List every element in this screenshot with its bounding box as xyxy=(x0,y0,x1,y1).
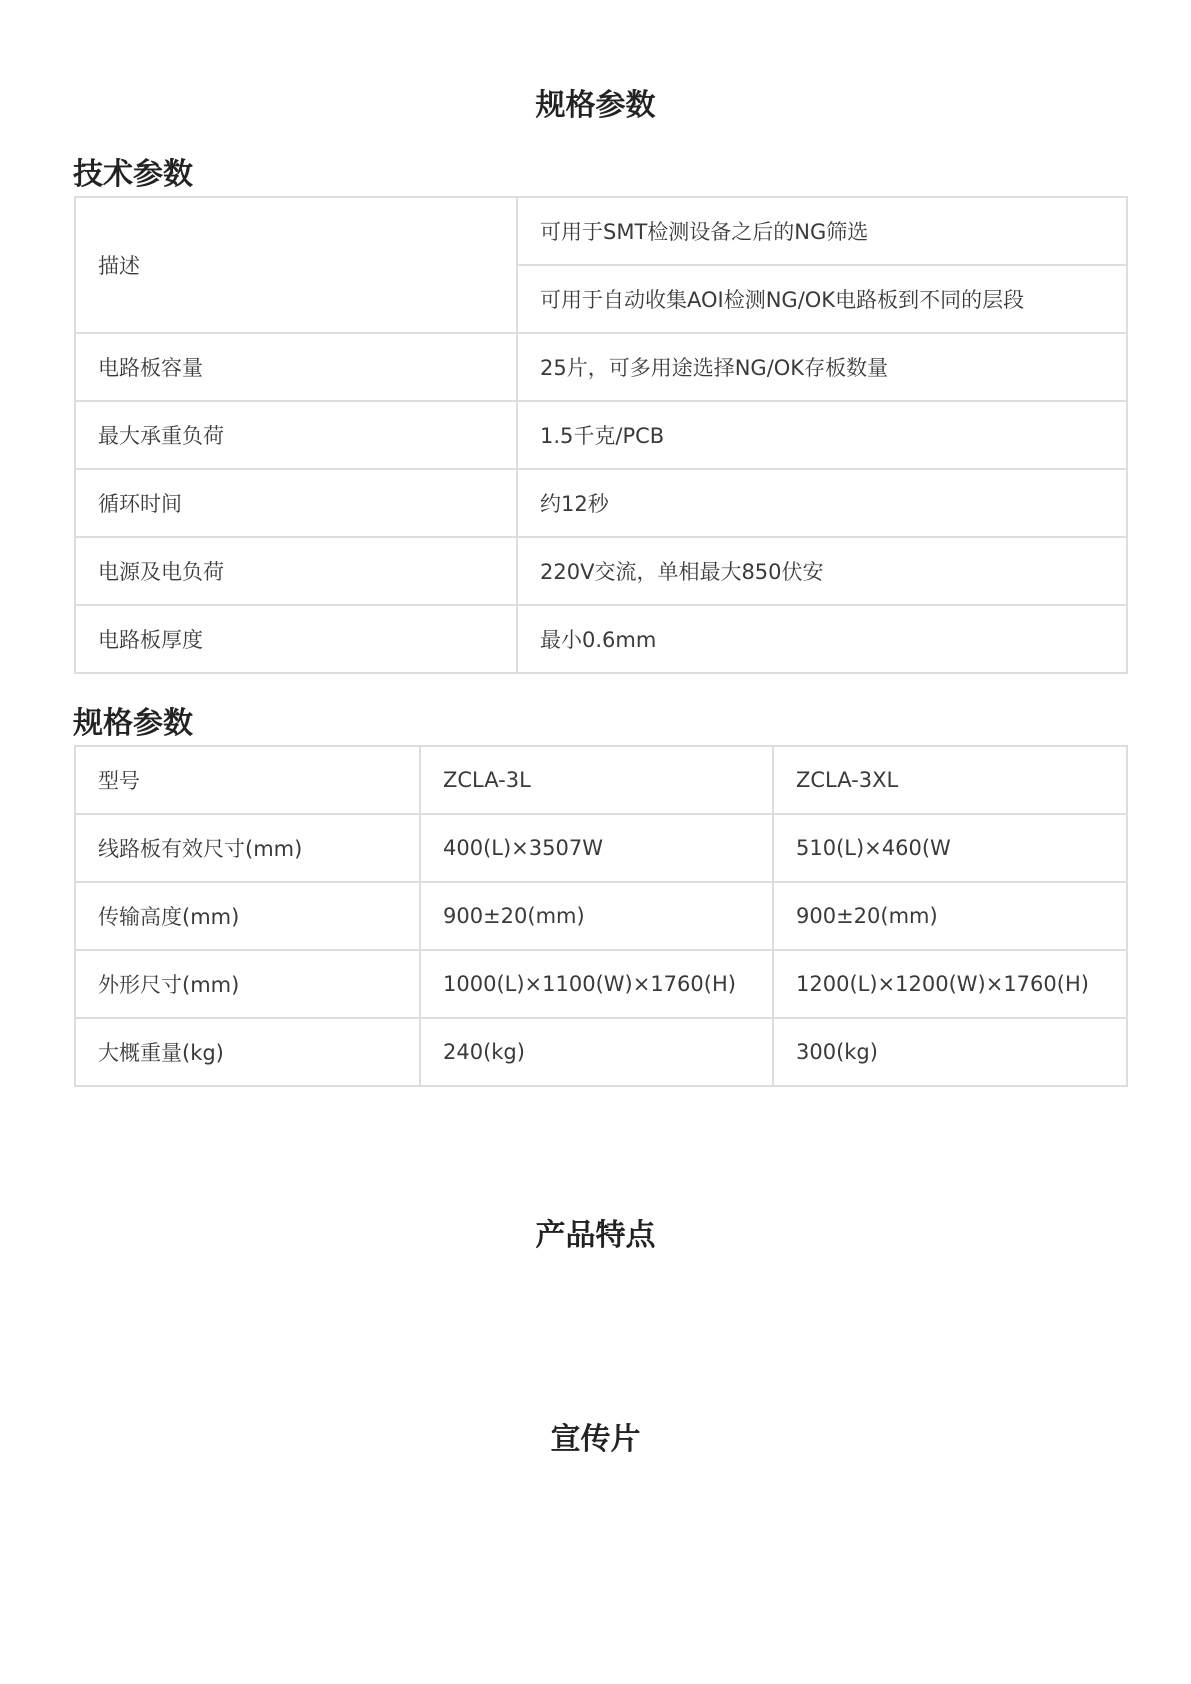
features-title: 产品特点 xyxy=(535,1218,656,1253)
row-label: 最大承重负荷 xyxy=(75,401,517,469)
table-row xyxy=(75,333,1127,401)
row-label: 电源及电负荷 xyxy=(75,537,517,605)
row-value: 300(kg) xyxy=(773,1018,1127,1086)
row-value: 900±20(mm) xyxy=(773,882,1127,950)
table-row xyxy=(75,469,1127,537)
row-value: 25片，可多用途选择NG/OK存板数量 xyxy=(517,333,1127,401)
spec-section-title: 规格参数 xyxy=(73,706,193,741)
row-value: 1.5千克/PCB xyxy=(517,401,1127,469)
row-value: 1200(L)×1200(W)×1760(H) xyxy=(773,950,1127,1018)
table-header-row xyxy=(75,746,1127,814)
row-value: 1000(L)×1100(W)×1760(H) xyxy=(420,950,773,1018)
row-value: 240(kg) xyxy=(420,1018,773,1086)
row-label: 传输高度(mm) xyxy=(75,882,420,950)
page-title: 规格参数 xyxy=(535,88,656,123)
row-label: 循环时间 xyxy=(75,469,517,537)
row-label: 电路板厚度 xyxy=(75,605,517,673)
header-cell: ZCLA-3XL xyxy=(773,746,1127,814)
row-value: 最小0.6mm xyxy=(517,605,1127,673)
row-label: 大概重量(kg) xyxy=(75,1018,420,1086)
row-label: 电路板容量 xyxy=(75,333,517,401)
row-value: 510(L)×460(W xyxy=(773,814,1127,882)
tech-section-title: 技术参数 xyxy=(73,157,193,192)
tech-params-table xyxy=(74,196,1128,674)
header-cell: ZCLA-3L xyxy=(420,746,773,814)
table-row xyxy=(75,197,1127,265)
row-value: 220V交流，单相最大850伏安 xyxy=(517,537,1127,605)
description-label: 描述 xyxy=(75,197,517,333)
description-value: 可用于自动收集AOI检测NG/OK电路板到不同的层段 xyxy=(517,265,1127,333)
row-value: 400(L)×3507W xyxy=(420,814,773,882)
row-value: 约12秒 xyxy=(517,469,1127,537)
row-label: 线路板有效尺寸(mm) xyxy=(75,814,420,882)
table-row xyxy=(75,537,1127,605)
table-row xyxy=(75,605,1127,673)
description-value: 可用于SMT检测设备之后的NG筛选 xyxy=(517,197,1127,265)
table-row xyxy=(75,1018,1127,1086)
spec-params-table xyxy=(74,745,1128,1087)
table-row xyxy=(75,950,1127,1018)
promo-title: 宣传片 xyxy=(550,1422,641,1457)
row-value: 900±20(mm) xyxy=(420,882,773,950)
table-row xyxy=(75,814,1127,882)
table-row xyxy=(75,401,1127,469)
row-label: 外形尺寸(mm) xyxy=(75,950,420,1018)
table-row xyxy=(75,882,1127,950)
header-cell: 型号 xyxy=(75,746,420,814)
